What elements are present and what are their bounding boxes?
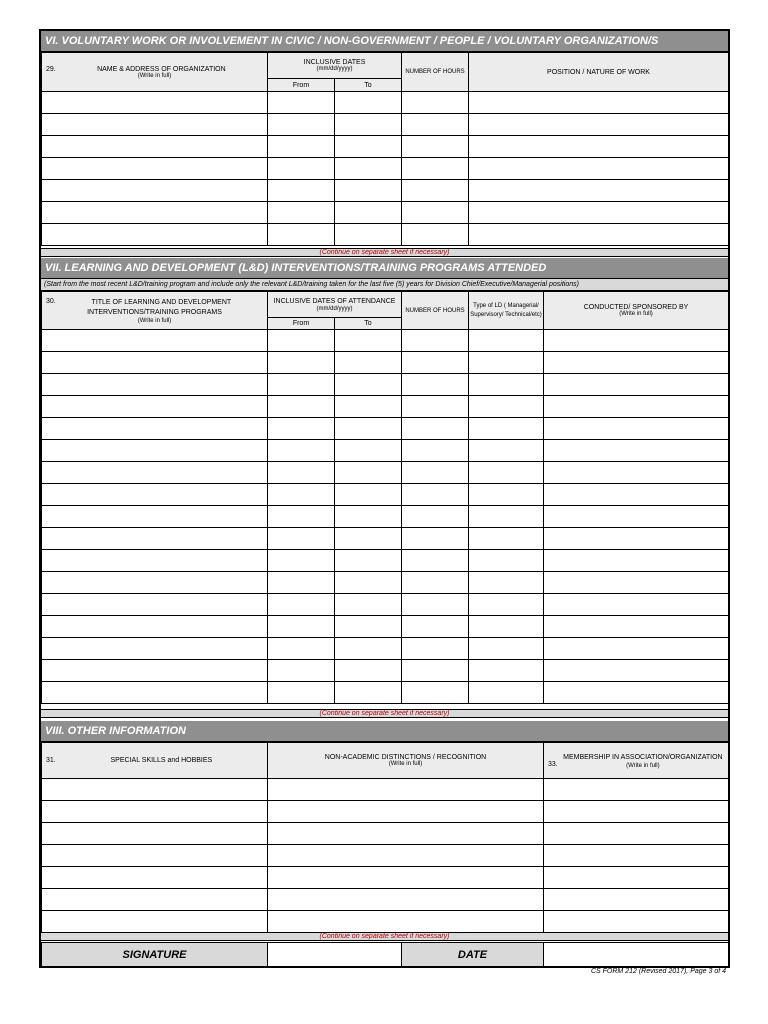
- hours-field[interactable]: [402, 440, 469, 462]
- type-field[interactable]: [469, 550, 544, 572]
- section-6-header: VI. VOLUNTARY WORK OR INVOLVEMENT IN CIVIC / NON-GOVERNMENT / PEOPLE / VOLUNTARY ORGANIZATION/S: [41, 31, 728, 52]
- training-row: [42, 440, 729, 462]
- hours-field[interactable]: [402, 374, 469, 396]
- org-field[interactable]: [42, 158, 268, 180]
- to-field[interactable]: [335, 682, 402, 704]
- type-field[interactable]: [469, 638, 544, 660]
- distinctions-field[interactable]: [268, 823, 544, 845]
- from-field[interactable]: [268, 616, 335, 638]
- training-row: [42, 660, 729, 682]
- from-field[interactable]: [268, 158, 335, 180]
- training-table: [41, 291, 729, 704]
- training-row: [42, 484, 729, 506]
- signature-field[interactable]: [268, 943, 402, 967]
- org-field[interactable]: [42, 180, 268, 202]
- other-info-row: [42, 823, 729, 845]
- col-attendance-label: INCLUSIVE DATES OF ATTENDANCE: [273, 298, 396, 305]
- col-distinctions-label: NON-ACADEMIC DISTINCTIONS / RECOGNITION: [324, 754, 487, 761]
- type-field[interactable]: [469, 396, 544, 418]
- other-info-row: [42, 801, 729, 823]
- conducted-field[interactable]: [544, 660, 729, 682]
- title-field[interactable]: [42, 418, 268, 440]
- to-field[interactable]: [335, 330, 402, 352]
- title-field[interactable]: [42, 616, 268, 638]
- from-field[interactable]: [268, 462, 335, 484]
- hours-field[interactable]: [402, 682, 469, 704]
- from-field[interactable]: [268, 136, 335, 158]
- col-conducted-sub: (Write in full): [619, 311, 653, 317]
- conducted-field[interactable]: [544, 572, 729, 594]
- skills-field[interactable]: [42, 889, 268, 911]
- from-field[interactable]: [268, 396, 335, 418]
- col-hours-header: NUMBER OF HOURS: [402, 53, 469, 92]
- col-title-header: [42, 292, 268, 330]
- conducted-field[interactable]: [544, 682, 729, 704]
- type-field[interactable]: [469, 528, 544, 550]
- hours-field[interactable]: [402, 594, 469, 616]
- from-field[interactable]: [268, 440, 335, 462]
- to-field[interactable]: [335, 660, 402, 682]
- col-conducted-label: CONDUCTED/ SPONSORED BY: [583, 304, 689, 311]
- title-field[interactable]: [42, 528, 268, 550]
- to-field[interactable]: [335, 550, 402, 572]
- distinctions-field[interactable]: [268, 889, 544, 911]
- type-field[interactable]: [469, 330, 544, 352]
- position-field[interactable]: [469, 202, 729, 224]
- skills-field[interactable]: [42, 801, 268, 823]
- col-distinctions-sub: (Write in full): [388, 761, 423, 767]
- to-field[interactable]: [335, 484, 402, 506]
- type-field[interactable]: [469, 616, 544, 638]
- form-footer: CS FORM 212 (Revised 2017), Page 3 of 4: [590, 968, 726, 975]
- position-field[interactable]: [469, 180, 729, 202]
- col-skills-header: [42, 743, 268, 779]
- from-field[interactable]: [268, 484, 335, 506]
- training-row: [42, 616, 729, 638]
- position-field[interactable]: [469, 158, 729, 180]
- membership-field[interactable]: [544, 845, 729, 867]
- membership-field[interactable]: [544, 823, 729, 845]
- conducted-field[interactable]: [544, 374, 729, 396]
- hours-field[interactable]: [402, 224, 469, 246]
- voluntary-row: [42, 180, 729, 202]
- membership-field[interactable]: [544, 779, 729, 801]
- conducted-field[interactable]: [544, 352, 729, 374]
- other-info-row: [42, 889, 729, 911]
- title-field[interactable]: [42, 396, 268, 418]
- from-field[interactable]: [268, 352, 335, 374]
- hours-field[interactable]: [402, 114, 469, 136]
- from-field[interactable]: [268, 92, 335, 114]
- other-info-row: [42, 779, 729, 801]
- section-7-header: VII. LEARNING AND DEVELOPMENT (L&D) INTERVENTIONS/TRAINING PROGRAMS ATTENDED: [41, 258, 728, 279]
- position-field[interactable]: [469, 136, 729, 158]
- training-row: [42, 550, 729, 572]
- to-field[interactable]: [335, 136, 402, 158]
- training-row: [42, 682, 729, 704]
- col-title-sub: (Write in full): [137, 317, 172, 324]
- hours-field[interactable]: [402, 550, 469, 572]
- to-field[interactable]: [335, 202, 402, 224]
- title-field[interactable]: [42, 374, 268, 396]
- title-field[interactable]: [42, 550, 268, 572]
- col-attendance-sub: (mm/dd/yyyy): [316, 306, 353, 312]
- to-field[interactable]: [335, 224, 402, 246]
- from-field[interactable]: [268, 114, 335, 136]
- col-dates-sub: (mm/dd/yyyy): [316, 66, 353, 72]
- col-to-header: To: [335, 79, 402, 92]
- training-row: [42, 572, 729, 594]
- to-field[interactable]: [335, 506, 402, 528]
- from-field[interactable]: [268, 572, 335, 594]
- training-row: [42, 462, 729, 484]
- distinctions-field[interactable]: [268, 867, 544, 889]
- skills-field[interactable]: [42, 845, 268, 867]
- training-row: [42, 594, 729, 616]
- hours-field[interactable]: [402, 638, 469, 660]
- org-field[interactable]: [42, 136, 268, 158]
- col-name-sub: (Write in full): [137, 72, 172, 79]
- type-field[interactable]: [469, 462, 544, 484]
- title-field[interactable]: [42, 330, 268, 352]
- hours-field[interactable]: [402, 484, 469, 506]
- from-field[interactable]: [268, 550, 335, 572]
- type-field[interactable]: [469, 594, 544, 616]
- distinctions-field[interactable]: [268, 801, 544, 823]
- other-info-row: [42, 911, 729, 933]
- skills-field[interactable]: [42, 911, 268, 933]
- to-field[interactable]: [335, 638, 402, 660]
- conducted-field[interactable]: [544, 506, 729, 528]
- type-field[interactable]: [469, 418, 544, 440]
- position-field[interactable]: [469, 114, 729, 136]
- from-field[interactable]: [268, 374, 335, 396]
- col-dates-label: INCLUSIVE DATES: [303, 59, 366, 66]
- col-title-label: TITLE OF LEARNING AND DEVELOPMENT INTERVENTIONS/TRAINING PROGRAMS: [87, 298, 232, 316]
- training-row: [42, 506, 729, 528]
- skills-field[interactable]: [42, 779, 268, 801]
- from-field[interactable]: [268, 660, 335, 682]
- section-8-header: VIII. OTHER INFORMATION: [41, 721, 728, 742]
- title-field[interactable]: [42, 660, 268, 682]
- type-field[interactable]: [469, 660, 544, 682]
- hours-field[interactable]: [402, 136, 469, 158]
- type-field[interactable]: [469, 440, 544, 462]
- to-field[interactable]: [335, 594, 402, 616]
- hours-field[interactable]: [402, 616, 469, 638]
- pds-page-3: [39, 29, 730, 968]
- to-field[interactable]: [335, 180, 402, 202]
- conducted-field[interactable]: [544, 550, 729, 572]
- hours-field[interactable]: [402, 396, 469, 418]
- org-field[interactable]: [42, 224, 268, 246]
- to-field[interactable]: [335, 418, 402, 440]
- continue-note-7: (Continue on separate sheet if necessary): [41, 709, 728, 718]
- voluntary-row: [42, 158, 729, 180]
- hours-field[interactable]: [402, 528, 469, 550]
- signature-table: [41, 942, 729, 967]
- voluntary-row: [42, 136, 729, 158]
- voluntary-row: [42, 114, 729, 136]
- from-field[interactable]: [268, 594, 335, 616]
- to-field[interactable]: [335, 374, 402, 396]
- conducted-field[interactable]: [544, 616, 729, 638]
- skills-field[interactable]: [42, 867, 268, 889]
- org-field[interactable]: [42, 92, 268, 114]
- hours-field[interactable]: [402, 92, 469, 114]
- conducted-field[interactable]: [544, 462, 729, 484]
- voluntary-row: [42, 224, 729, 246]
- hours-field[interactable]: [402, 462, 469, 484]
- to-field[interactable]: [335, 114, 402, 136]
- training-row: [42, 418, 729, 440]
- type-field[interactable]: [469, 572, 544, 594]
- membership-field[interactable]: [544, 867, 729, 889]
- title-field[interactable]: [42, 484, 268, 506]
- training-row: [42, 638, 729, 660]
- to-field[interactable]: [335, 572, 402, 594]
- membership-field[interactable]: [544, 801, 729, 823]
- voluntary-row: [42, 202, 729, 224]
- from-field[interactable]: [268, 180, 335, 202]
- col-membership-sub: (Write in full): [626, 762, 660, 769]
- hours-field[interactable]: [402, 158, 469, 180]
- title-field[interactable]: [42, 594, 268, 616]
- hours-field[interactable]: [402, 202, 469, 224]
- col-position-header: POSITION / NATURE OF WORK: [469, 53, 729, 92]
- distinctions-field[interactable]: [268, 911, 544, 933]
- voluntary-work-table: [41, 52, 729, 246]
- type-field[interactable]: [469, 682, 544, 704]
- signature-label: SIGNATURE: [42, 943, 268, 967]
- training-row: [42, 528, 729, 550]
- hours-field[interactable]: [402, 418, 469, 440]
- skills-field[interactable]: [42, 823, 268, 845]
- col-dates-header: [268, 53, 402, 79]
- item-33: 33.: [548, 760, 558, 768]
- other-info-table: [41, 742, 729, 933]
- title-field[interactable]: [42, 572, 268, 594]
- hours-field[interactable]: [402, 572, 469, 594]
- distinctions-field[interactable]: [268, 845, 544, 867]
- training-row: [42, 374, 729, 396]
- item-29: 29.: [46, 65, 56, 73]
- to-field[interactable]: [335, 528, 402, 550]
- title-field[interactable]: [42, 462, 268, 484]
- hours-field[interactable]: [402, 352, 469, 374]
- conducted-field[interactable]: [544, 484, 729, 506]
- conducted-field[interactable]: [544, 440, 729, 462]
- item-30: 30.: [46, 297, 56, 305]
- conducted-field[interactable]: [544, 396, 729, 418]
- org-field[interactable]: [42, 202, 268, 224]
- membership-field[interactable]: [544, 911, 729, 933]
- conducted-field[interactable]: [544, 528, 729, 550]
- date-field[interactable]: [544, 943, 729, 967]
- from-field[interactable]: [268, 682, 335, 704]
- col-membership-label: MEMBERSHIP IN ASSOCIATION/ORGANIZATION: [563, 753, 723, 761]
- from-field[interactable]: [268, 202, 335, 224]
- membership-field[interactable]: [544, 889, 729, 911]
- col-hours-header: NUMBER OF HOURS: [402, 292, 469, 330]
- position-field[interactable]: [469, 224, 729, 246]
- from-field[interactable]: [268, 528, 335, 550]
- from-field[interactable]: [268, 330, 335, 352]
- conducted-field[interactable]: [544, 418, 729, 440]
- to-field[interactable]: [335, 352, 402, 374]
- other-info-row: [42, 845, 729, 867]
- col-conducted-header: [544, 292, 729, 330]
- from-field[interactable]: [268, 506, 335, 528]
- title-field[interactable]: [42, 638, 268, 660]
- hours-field[interactable]: [402, 330, 469, 352]
- training-row: [42, 352, 729, 374]
- col-name-label: NAME & ADDRESS OF ORGANIZATION: [97, 65, 226, 73]
- item-31: 31.: [46, 757, 56, 764]
- continue-note-6: (Continue on separate sheet if necessary): [41, 248, 728, 257]
- to-field[interactable]: [335, 440, 402, 462]
- col-attendance-header: [268, 292, 402, 318]
- continue-note-8: (Continue on separate sheet if necessary): [41, 932, 728, 941]
- col-type-header: Type of LD ( Managerial/ Supervisory/ Technical/etc): [469, 292, 544, 330]
- other-info-row: [42, 867, 729, 889]
- training-row: [42, 330, 729, 352]
- col-membership-header: [544, 743, 729, 779]
- date-label: DATE: [402, 943, 544, 967]
- training-row: [42, 396, 729, 418]
- type-field[interactable]: [469, 374, 544, 396]
- col-skills-label: SPECIAL SKILLS and HOBBIES: [110, 757, 213, 764]
- conducted-field[interactable]: [544, 638, 729, 660]
- distinctions-field[interactable]: [268, 779, 544, 801]
- col-to-header: To: [335, 318, 402, 330]
- hours-field[interactable]: [402, 180, 469, 202]
- to-field[interactable]: [335, 616, 402, 638]
- title-field[interactable]: [42, 506, 268, 528]
- col-name-header: [42, 53, 268, 92]
- position-field[interactable]: [469, 92, 729, 114]
- type-field[interactable]: [469, 484, 544, 506]
- hours-field[interactable]: [402, 506, 469, 528]
- title-field[interactable]: [42, 440, 268, 462]
- hours-field[interactable]: [402, 660, 469, 682]
- col-from-header: From: [268, 318, 335, 330]
- to-field[interactable]: [335, 462, 402, 484]
- to-field[interactable]: [335, 396, 402, 418]
- conducted-field[interactable]: [544, 330, 729, 352]
- col-from-header: From: [268, 79, 335, 92]
- title-field[interactable]: [42, 352, 268, 374]
- voluntary-row: [42, 92, 729, 114]
- col-distinctions-header: [268, 743, 544, 779]
- title-field[interactable]: [42, 682, 268, 704]
- type-field[interactable]: [469, 506, 544, 528]
- from-field[interactable]: [268, 418, 335, 440]
- org-field[interactable]: [42, 114, 268, 136]
- type-field[interactable]: [469, 352, 544, 374]
- to-field[interactable]: [335, 92, 402, 114]
- section-7-note: (Start from the most recent L&D/training program and include only the relevant L&D/training taken for the last five (5) years for Division Chief/Executive/Managerial positions): [41, 279, 728, 291]
- to-field[interactable]: [335, 158, 402, 180]
- from-field[interactable]: [268, 638, 335, 660]
- from-field[interactable]: [268, 224, 335, 246]
- conducted-field[interactable]: [544, 594, 729, 616]
